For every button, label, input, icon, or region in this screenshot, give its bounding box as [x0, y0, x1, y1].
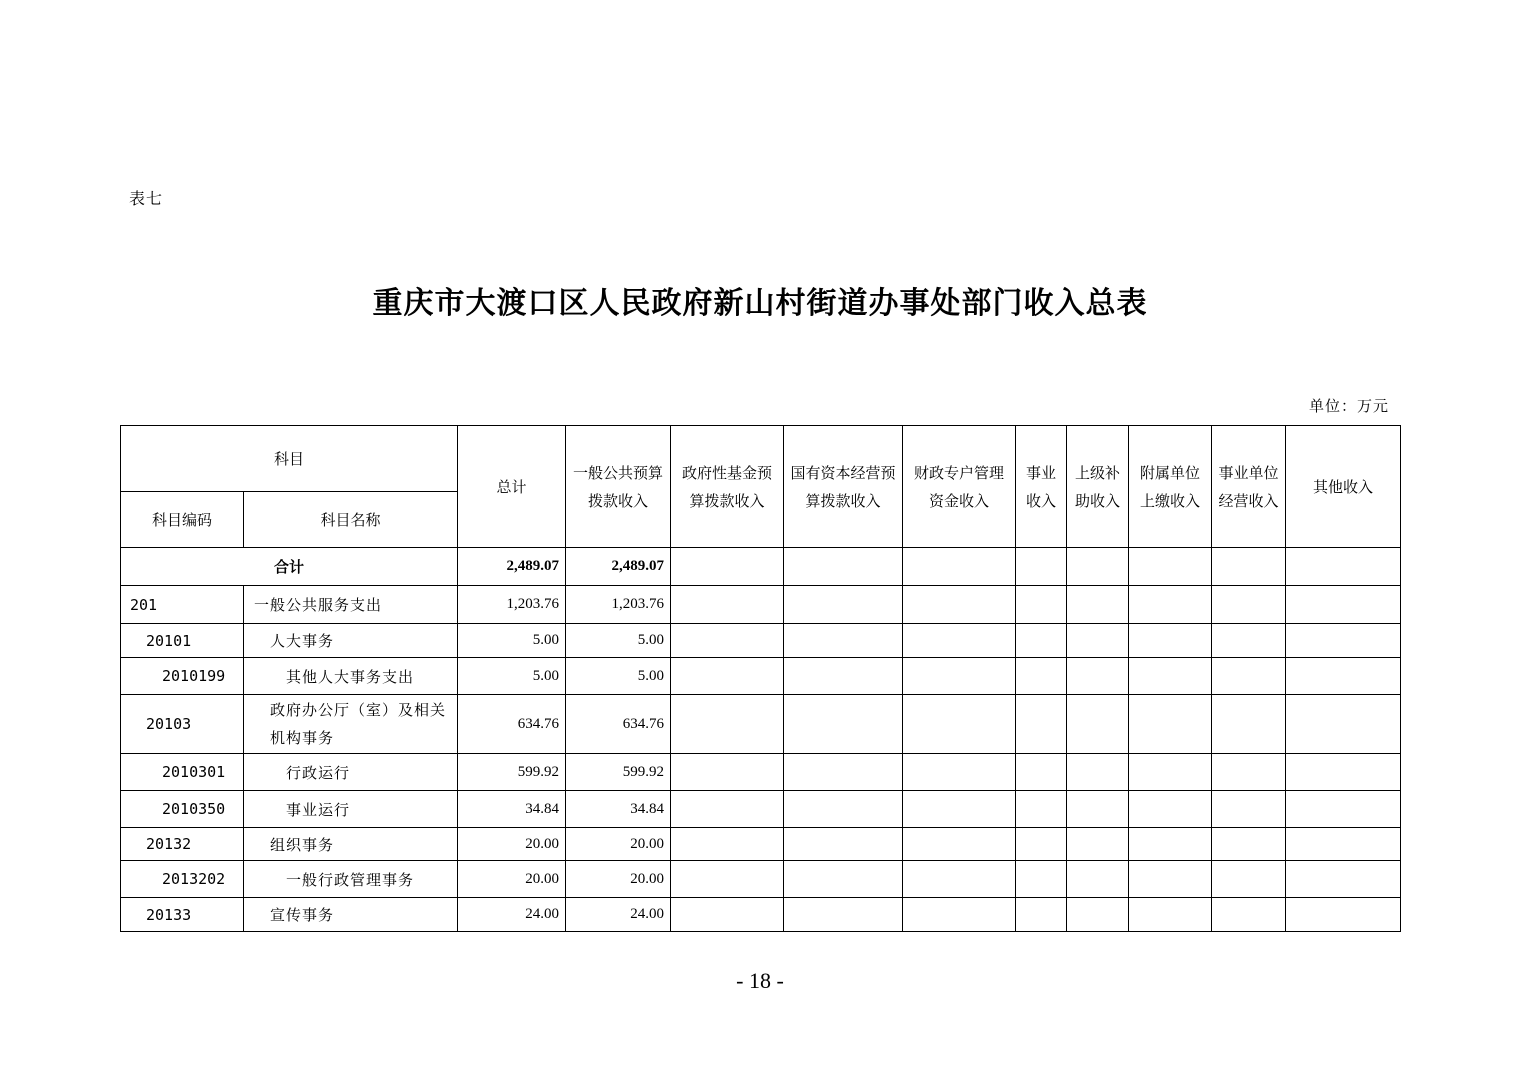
empty-cell	[1129, 754, 1212, 791]
empty-cell	[1067, 861, 1129, 898]
header-state-capital: 国有资本经营预算拨款收入	[784, 426, 903, 548]
empty-cell	[1129, 898, 1212, 932]
empty-cell	[1286, 828, 1401, 861]
row-total: 599.92	[458, 754, 566, 791]
empty-cell	[1212, 828, 1286, 861]
empty-cell	[1016, 548, 1067, 586]
header-subject: 科目	[121, 426, 458, 492]
unit-label: 单位：万元	[1308, 397, 1389, 415]
empty-cell	[903, 658, 1016, 695]
table-row	[121, 861, 1401, 898]
row-code: 2010199	[121, 658, 244, 695]
table-row	[121, 791, 1401, 828]
row-code: 20103	[121, 695, 244, 754]
empty-cell	[1286, 624, 1401, 658]
page-title: 重庆市大渡口区人民政府新山村街道办事处部门收入总表	[372, 286, 1148, 321]
header-business-operation: 事业单位经营收入	[1212, 426, 1286, 548]
empty-cell	[1129, 791, 1212, 828]
empty-cell	[1067, 791, 1129, 828]
header-affiliated-income: 附属单位上缴收入	[1129, 426, 1212, 548]
empty-cell	[671, 754, 784, 791]
total-row-total: 2,489.07	[458, 548, 566, 586]
row-code: 20133	[121, 898, 244, 932]
empty-cell	[1212, 586, 1286, 624]
empty-cell	[671, 861, 784, 898]
page-number: - 18 -	[736, 968, 784, 993]
row-general-budget: 599.92	[566, 754, 671, 791]
empty-cell	[1212, 754, 1286, 791]
empty-cell	[1067, 624, 1129, 658]
empty-cell	[903, 624, 1016, 658]
row-general-budget: 5.00	[566, 658, 671, 695]
empty-cell	[1129, 548, 1212, 586]
row-total: 20.00	[458, 828, 566, 861]
row-name: 事业运行	[244, 791, 458, 828]
empty-cell	[1129, 695, 1212, 754]
row-name: 一般公共服务支出	[244, 586, 458, 624]
row-general-budget: 20.00	[566, 861, 671, 898]
empty-cell	[671, 624, 784, 658]
empty-cell	[784, 791, 903, 828]
empty-cell	[671, 695, 784, 754]
header-superior-subsidy: 上级补助收入	[1067, 426, 1129, 548]
empty-cell	[1129, 658, 1212, 695]
header-total: 总计	[458, 426, 566, 548]
empty-cell	[1286, 658, 1401, 695]
empty-cell	[1286, 898, 1401, 932]
table-row	[121, 695, 1401, 754]
row-name: 政府办公厅（室）及相关机构事务	[244, 695, 458, 754]
empty-cell	[1286, 548, 1401, 586]
empty-cell	[1067, 754, 1129, 791]
table-row	[121, 586, 1401, 624]
row-general-budget: 1,203.76	[566, 586, 671, 624]
empty-cell	[1067, 898, 1129, 932]
row-name: 其他人大事务支出	[244, 658, 458, 695]
table-row	[121, 624, 1401, 658]
income-table	[120, 425, 1401, 932]
empty-cell	[903, 548, 1016, 586]
row-code: 2010350	[121, 791, 244, 828]
row-general-budget: 5.00	[566, 624, 671, 658]
row-general-budget: 24.00	[566, 898, 671, 932]
empty-cell	[1016, 754, 1067, 791]
header-business-income: 事业收入	[1016, 426, 1067, 548]
empty-cell	[784, 828, 903, 861]
empty-cell	[1212, 624, 1286, 658]
row-total: 24.00	[458, 898, 566, 932]
empty-cell	[1016, 791, 1067, 828]
header-subject-name: 科目名称	[244, 492, 458, 548]
empty-cell	[903, 695, 1016, 754]
row-code: 2010301	[121, 754, 244, 791]
row-code: 20132	[121, 828, 244, 861]
empty-cell	[784, 586, 903, 624]
row-total: 20.00	[458, 861, 566, 898]
table-row	[121, 658, 1401, 695]
empty-cell	[903, 754, 1016, 791]
row-total: 5.00	[458, 624, 566, 658]
total-row	[121, 548, 1401, 586]
empty-cell	[1212, 861, 1286, 898]
empty-cell	[671, 828, 784, 861]
row-code: 201	[121, 586, 244, 624]
table-row	[121, 898, 1401, 932]
row-code: 2013202	[121, 861, 244, 898]
row-total: 5.00	[458, 658, 566, 695]
row-name: 一般行政管理事务	[244, 861, 458, 898]
empty-cell	[1286, 791, 1401, 828]
empty-cell	[1286, 861, 1401, 898]
empty-cell	[671, 898, 784, 932]
row-name: 组织事务	[244, 828, 458, 861]
empty-cell	[903, 791, 1016, 828]
empty-cell	[1016, 695, 1067, 754]
empty-cell	[671, 586, 784, 624]
empty-cell	[671, 658, 784, 695]
empty-cell	[1212, 548, 1286, 586]
row-general-budget: 634.76	[566, 695, 671, 754]
empty-cell	[671, 791, 784, 828]
empty-cell	[1129, 861, 1212, 898]
empty-cell	[1212, 791, 1286, 828]
total-row-general-budget: 2,489.07	[566, 548, 671, 586]
empty-cell	[1016, 624, 1067, 658]
empty-cell	[1129, 828, 1212, 861]
row-total: 1,203.76	[458, 586, 566, 624]
empty-cell	[784, 548, 903, 586]
empty-cell	[1067, 586, 1129, 624]
empty-cell	[1286, 754, 1401, 791]
row-code: 20101	[121, 624, 244, 658]
empty-cell	[1212, 658, 1286, 695]
empty-cell	[784, 695, 903, 754]
empty-cell	[903, 586, 1016, 624]
empty-cell	[1016, 658, 1067, 695]
row-name: 行政运行	[244, 754, 458, 791]
table-row	[121, 828, 1401, 861]
total-row-label: 合计	[121, 548, 458, 586]
empty-cell	[1286, 695, 1401, 754]
empty-cell	[1016, 898, 1067, 932]
empty-cell	[671, 548, 784, 586]
empty-cell	[1129, 624, 1212, 658]
row-name: 宣传事务	[244, 898, 458, 932]
empty-cell	[1016, 586, 1067, 624]
table-label: 表七	[129, 189, 164, 208]
empty-cell	[784, 658, 903, 695]
empty-cell	[1286, 586, 1401, 624]
empty-cell	[903, 828, 1016, 861]
empty-cell	[1129, 586, 1212, 624]
empty-cell	[1067, 658, 1129, 695]
row-total: 634.76	[458, 695, 566, 754]
empty-cell	[1067, 548, 1129, 586]
header-special-fund: 财政专户管理资金收入	[903, 426, 1016, 548]
empty-cell	[1212, 898, 1286, 932]
row-general-budget: 34.84	[566, 791, 671, 828]
empty-cell	[1212, 695, 1286, 754]
row-name: 人大事务	[244, 624, 458, 658]
empty-cell	[903, 898, 1016, 932]
header-other-income: 其他收入	[1286, 426, 1401, 548]
empty-cell	[1016, 828, 1067, 861]
header-subject-code: 科目编码	[121, 492, 244, 548]
row-total: 34.84	[458, 791, 566, 828]
table-row	[121, 754, 1401, 791]
header-gov-fund: 政府性基金预算拨款收入	[671, 426, 784, 548]
empty-cell	[784, 861, 903, 898]
empty-cell	[1067, 828, 1129, 861]
row-general-budget: 20.00	[566, 828, 671, 861]
empty-cell	[784, 624, 903, 658]
empty-cell	[903, 861, 1016, 898]
empty-cell	[1067, 695, 1129, 754]
header-general-budget: 一般公共预算拨款收入	[566, 426, 671, 548]
empty-cell	[784, 754, 903, 791]
empty-cell	[1016, 861, 1067, 898]
empty-cell	[784, 898, 903, 932]
